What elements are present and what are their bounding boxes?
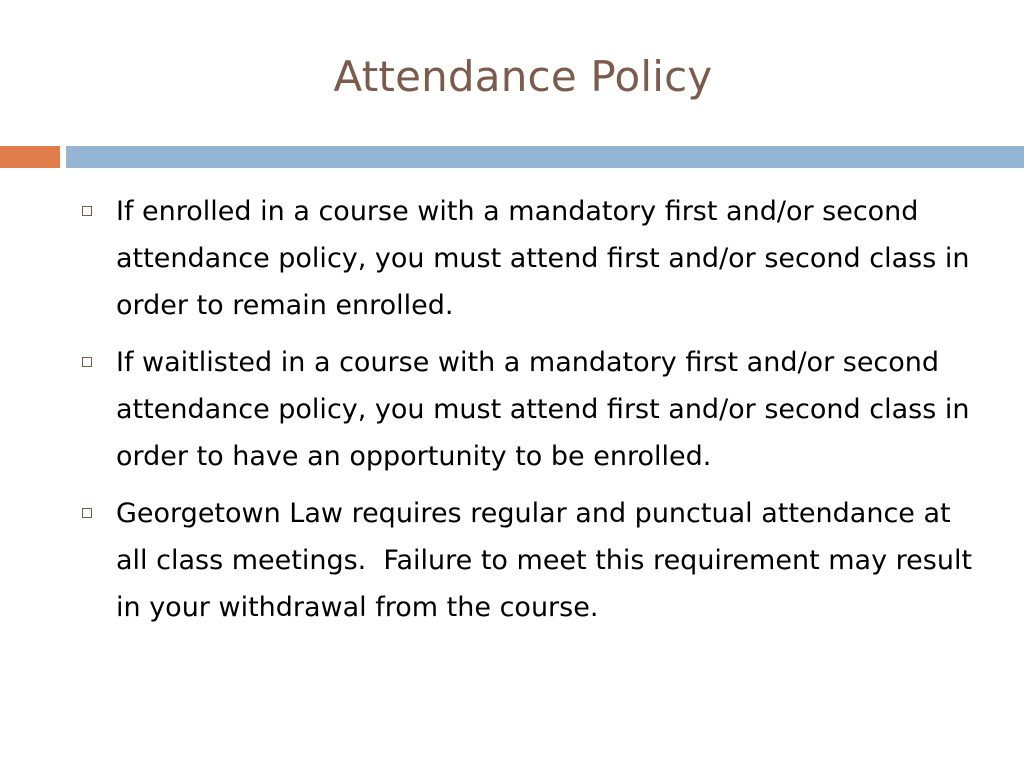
square-bullet-icon (82, 206, 92, 216)
accent-bar-orange (0, 146, 60, 168)
bullet-item (82, 490, 982, 631)
bullet-text: Georgetown Law requires regular and punctual attendance at all class meetings. Failure to meet this requirement may result in your withdrawal from the course. (116, 498, 981, 623)
bullet-item (82, 339, 982, 480)
bullet-text: If enrolled in a course with a mandatory first and/or second attendance policy, you must attend first and/or second class in order to remain enrolled. (116, 196, 979, 321)
bullet-list (82, 188, 982, 641)
slide-title: Attendance Policy (333, 52, 713, 101)
accent-bar-blue (66, 146, 1024, 168)
bullet-text: If waitlisted in a course with a mandatory first and/or second attendance policy, you must attend first and/or second class in order to have an opportunity to be enrolled. (116, 347, 979, 472)
square-bullet-icon (82, 357, 92, 367)
bullet-item (82, 188, 982, 329)
square-bullet-icon (82, 508, 92, 518)
